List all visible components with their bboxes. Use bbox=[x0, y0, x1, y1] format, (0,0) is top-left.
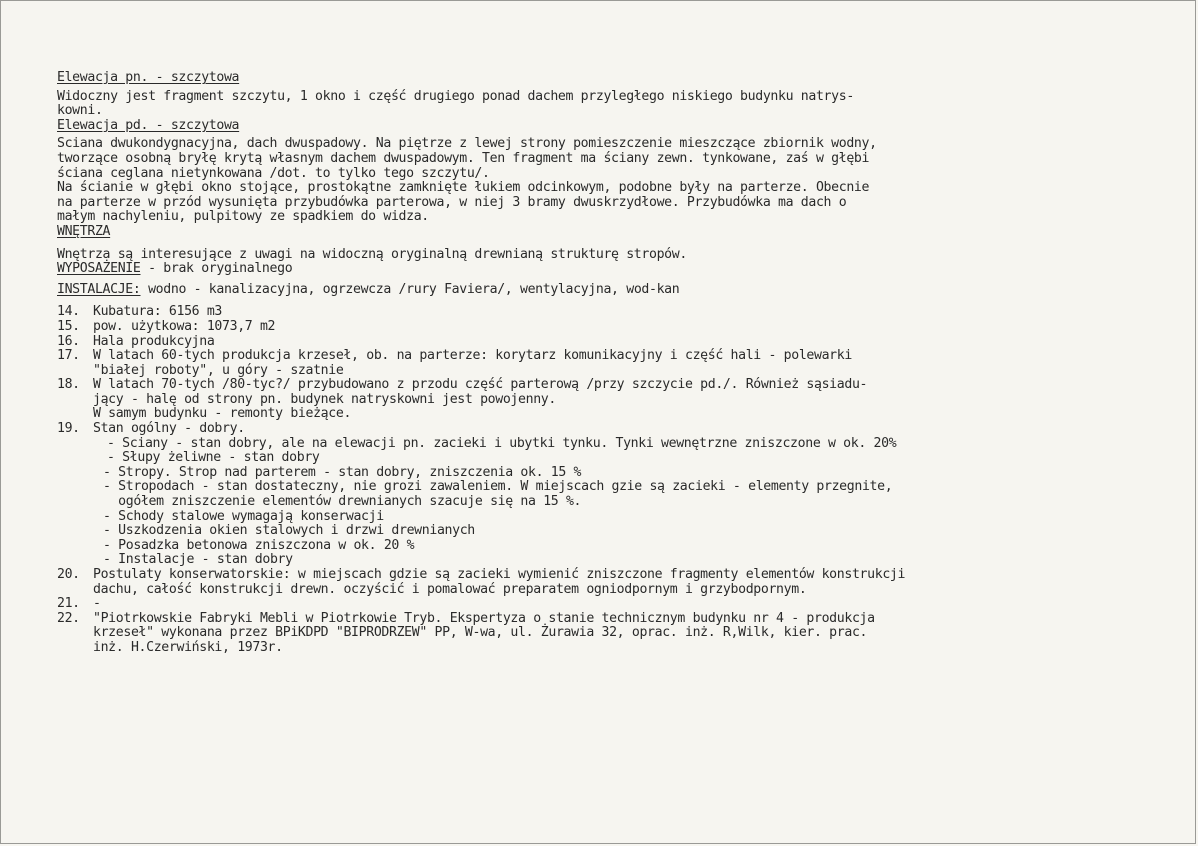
heading-equipment: WYPOSAŻENIE bbox=[57, 261, 141, 277]
list-item-20 bbox=[57, 568, 1177, 597]
text-installations: wodno - kanalizacyjna, ogrzewcza /rury Faviera/, wentylacyjna, wod-kan bbox=[140, 281, 680, 297]
condition-subitem: - Stropodach - stan dostateczny, nie grozi zawaleniem. W miejscach gzie są zacieki - elementy przegnite, bbox=[103, 479, 893, 495]
text-equipment: - brak oryginalnego bbox=[140, 261, 293, 277]
text-line: tworzące osobną bryłę krytą własnym dachem dwuspadowym. Ten fragment ma ściany zewn. tynkowane, zaś w głębi bbox=[57, 150, 870, 166]
paragraph-elevation-south bbox=[57, 137, 1177, 225]
item-text: "białej roboty", u góry - szatnie bbox=[93, 362, 344, 378]
list-item-19 bbox=[57, 422, 1177, 568]
installations-line bbox=[57, 283, 1177, 298]
item-text: inż. H.Czerwiński, 1973r. bbox=[93, 639, 283, 655]
condition-subitem: - Stropy. Strop nad parterem - stan dobry, zniszczenia ok. 15 % bbox=[103, 464, 582, 480]
condition-subitems bbox=[93, 437, 1177, 568]
text-line: na parterze w przód wysunięta przybudówka parterowa, w niej 3 bramy dwuskrzydłowe. Przybudówka ma dach o bbox=[57, 194, 847, 210]
text-interiors: Wnętrza są interesujące z uwagi na widoczną oryginalną drewnianą strukturę stropów. bbox=[57, 246, 687, 262]
item-text: "Piotrkowskie Fabryki Mebli w Piotrkowie Tryb. Ekspertyza o stanie technicznym budynku nr 4 - produkcja bbox=[93, 610, 875, 626]
item-text: Hala produkcyjna bbox=[93, 333, 215, 349]
item-number: 20. bbox=[57, 567, 80, 582]
item-text: Stan ogólny - dobry. bbox=[93, 421, 245, 437]
item-number: 21. bbox=[57, 596, 80, 612]
heading-installations: INSTALACJE: bbox=[57, 281, 141, 297]
condition-subitem: - Instalacje - stan dobry bbox=[103, 552, 293, 568]
item-text: W samym budynku - remonty bieżące. bbox=[93, 406, 352, 422]
condition-subitem: - Schody stalowe wymagają konserwacji bbox=[103, 508, 384, 524]
condition-subitem: ogółem zniszczenie elementów drewnianych szacuje się na 15 %. bbox=[103, 494, 582, 510]
list-item-15 bbox=[57, 320, 1177, 335]
item-number: 22. bbox=[57, 610, 80, 626]
condition-subitem: - Posadzka betonowa zniszczona w ok. 20 % bbox=[103, 537, 415, 553]
item-number: 14. bbox=[57, 304, 80, 320]
list-item-22 bbox=[57, 612, 1177, 656]
paragraph-elevation-north bbox=[57, 90, 1177, 119]
item-text: dachu, całość konstrukcji drewn. oczyścić i pomalować preparatem ogniodpornym i grzybodpornym. bbox=[93, 581, 807, 597]
item-text: - bbox=[93, 596, 101, 612]
list-item-14 bbox=[57, 305, 1177, 320]
list-item-18 bbox=[57, 378, 1177, 422]
text-line: Na ścianie w głębi okno stojące, prostokątne zamknięte łukiem odcinkowym, podobne były na parterze. Obecnie bbox=[57, 180, 870, 196]
condition-subitem: - Słupy żeliwne - stan dobry bbox=[107, 450, 320, 466]
heading-elevation-south: Elewacja pd. - szczytowa bbox=[57, 117, 240, 133]
item-number: 18. bbox=[57, 377, 80, 393]
item-number: 17. bbox=[57, 348, 80, 364]
item-text: W latach 60-tych produkcja krzeseł, ob. na parterze: korytarz komunikacyjny i część hali - polewarki bbox=[93, 348, 852, 364]
item-text: pow. użytkowa: 1073,7 m2 bbox=[93, 318, 276, 334]
item-number: 15. bbox=[57, 318, 80, 334]
text-line: ściana ceglana nietynkowana /dot. to tylko tego szczytu/. bbox=[57, 165, 490, 181]
item-number: 19. bbox=[57, 421, 80, 437]
text-line: Sciana dwukondygnacyjna, dach dwuspadowy. Na piętrze z lewej strony pomieszczenie mieszczące zbiornik wodny, bbox=[57, 136, 877, 152]
item-text: Kubatura: 6156 m3 bbox=[93, 304, 223, 320]
card-text bbox=[57, 71, 1177, 656]
equipment-line bbox=[57, 262, 1177, 277]
heading-interiors: WNĘTRZA bbox=[57, 223, 111, 239]
list-item-16 bbox=[57, 335, 1177, 350]
list-item-17 bbox=[57, 349, 1177, 378]
heading-elevation-north: Elewacja pn. - szczytowa bbox=[57, 70, 240, 85]
condition-subitem: - Uszkodzenia okien stalowych i drzwi drewnianych bbox=[103, 523, 475, 539]
text-line: małym nachyleniu, pulpitowy ze spadkiem do widza. bbox=[57, 209, 429, 225]
item-number: 16. bbox=[57, 333, 80, 349]
condition-subitem: - Sciany - stan dobry, ale na elewacji pn. zacieki i ubytki tynku. Tynki wewnętrzne zniszczone w ok. 20% bbox=[107, 435, 897, 451]
text-line: kowni. bbox=[57, 103, 103, 119]
item-text: jący - halę od strony pn. budynek natryskowni jest powojenny. bbox=[93, 391, 556, 407]
item-text: krzeseł" wykonana przez BPiKDPD "BIPRODRZEW" PP, W-wa, ul. Żurawia 32, oprac. inż. R,Wilk, kier. prac. bbox=[93, 625, 868, 641]
numbered-list bbox=[57, 305, 1177, 655]
item-text: Postulaty konserwatorskie: w miejscach gdzie są zacieki wymienić zniszczone fragmenty elementów konstrukcji bbox=[93, 567, 906, 582]
text-line: Widoczny jest fragment szczytu, 1 okno i część drugiego ponad dachem przyległego niskiego budynku natrys- bbox=[57, 88, 854, 104]
list-item-21 bbox=[57, 597, 1177, 612]
item-text: W latach 70-tych /80-tyc?/ przybudowano z przodu część parterową /przy szczycie pd./. Również sąsiadu- bbox=[93, 377, 868, 393]
